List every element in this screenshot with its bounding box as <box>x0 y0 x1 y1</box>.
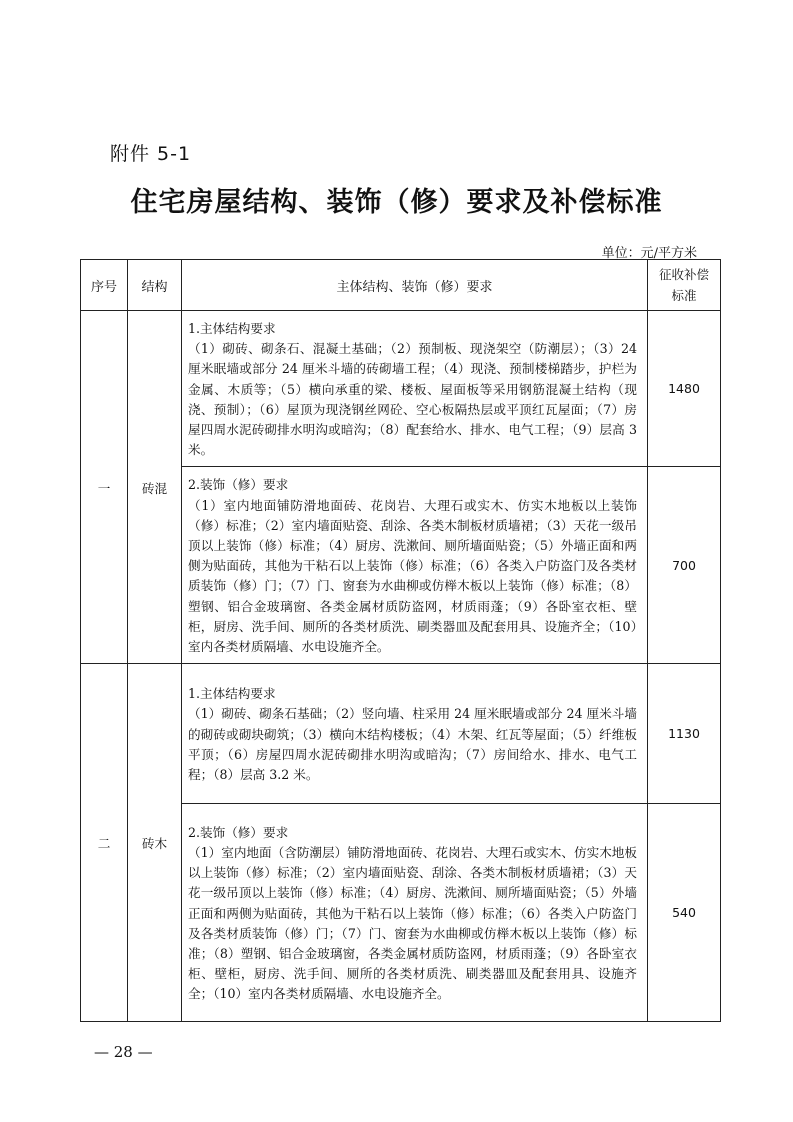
requirement-heading: 2.装饰（修）要求 <box>188 477 289 493</box>
unit-label: 单位：元/平方米 <box>601 246 697 261</box>
row-number: 一 <box>81 311 128 664</box>
requirement-body: （1）砌砖、砌条石基础；（2）竖向墙、柱采用 24 厘米眠墙或部分 24 厘米斗墙的砌砖或砌块砌筑；（3）横向木结构楼板；（4）木架、红瓦等屋面；（5）纤维板平顶；（6）房屋四周水泥砖砌排水明沟或暗沟；（7）房间给水、排水、电气工程；（8）层高 3.2 米。 <box>188 706 637 783</box>
requirement-heading: 2.装饰（修）要求 <box>188 824 289 840</box>
compensation-value: 1130 <box>648 664 721 804</box>
header-requirements: 主体结构、装饰（修）要求 <box>182 260 648 311</box>
row-number: 二 <box>81 664 128 1022</box>
row-structure: 砖木 <box>128 664 182 1022</box>
compensation-value: 700 <box>648 467 721 664</box>
row-structure: 砖混 <box>128 311 182 664</box>
requirement-cell <box>182 664 648 804</box>
requirement-cell <box>182 311 648 467</box>
requirement-cell <box>182 467 648 664</box>
requirement-body: （1）室内地面（含防潮层）铺防滑地面砖、花岗岩、大理石或实木、仿实木地板以上装饰（修）标准；（2）室内墙面贴瓷、刮涂、各类木制板材质墙裙；（3）天花一级吊顶以上装饰（修）标准；（4）厨房、洗漱间、厕所墙面贴瓷；（5）外墙正面和两侧为贴面砖，其他为干粘石以上装饰（修）标准；（6）各类入户防盗门及各类材质装饰（修）门；（7）门、窗套为水曲柳或仿榉木板以上装饰（修）标准；（8）塑钢、铝合金玻璃窗，各类金属材质防盗网，材质雨蓬；（9）各卧室衣柜、壁柜，厨房、洗手间、厕所的各类材质洗、刷类器皿及配套用具、设施齐全；（10）室内各类材质隔墙、水电设施齐全。 <box>188 845 637 1002</box>
table-row <box>81 664 721 804</box>
header-structure: 结构 <box>128 260 182 311</box>
table-row <box>81 311 721 467</box>
header-compensation <box>648 260 721 311</box>
requirement-heading: 1.主体结构要求 <box>188 321 276 336</box>
page-title: 住宅房屋结构、装饰（修）要求及补偿标准 <box>130 187 663 218</box>
header-compensation-text: 征收补偿标准 <box>658 267 709 303</box>
requirement-heading: 1.主体结构要求 <box>188 686 276 702</box>
table-header-row <box>81 260 721 311</box>
requirement-body: （1）室内地面铺防滑地面砖、花岗岩、大理石或实木、仿实木地板以上装饰（修）标准；（2）室内墙面贴瓷、刮涂、各类木制板材质墙裙；（3）天花一级吊顶以上装饰（修）标准；（4）厨房、洗漱间、厕所墙面贴瓷；（5）外墙正面和两侧为贴面砖，其他为干粘石以上装饰（修）标准；（6）各类入户防盗门及各类材质装饰（修）门；（7）门、窗套为水曲柳或仿榉木板以上装饰（修）标准；（8）塑钢、铝合金玻璃窗、各类金属材质防盗网，材质雨蓬；（9）各卧室衣柜、壁柜，厨房、洗手间、厕所的各类材质洗、刷类器皿及配套用具、设施齐全；（10）室内各类材质隔墙、水电设施齐全。 <box>188 497 637 655</box>
compensation-value: 540 <box>648 804 721 1022</box>
attachment-label: 附件 5-1 <box>110 143 192 165</box>
header-no: 序号 <box>81 260 128 311</box>
compensation-value: 1480 <box>648 311 721 467</box>
requirement-cell <box>182 804 648 1022</box>
requirement-body: （1）砌砖、砌条石、混凝土基础；（2）预制板、现浇架空（防潮层）；（3）24 厘米眠墙或部分 24 厘米斗墙的砖砌墙工程；（4）现浇、预制楼梯踏步，护栏为金属、木质等；（5）横向承重的梁、楼板、屋面板等采用钢筋混凝土结构（现浇、预制）；（6）屋顶为现浇钢丝网砼、空心板隔热层或平顶红瓦屋面；（7）房屋四周水泥砖砌排水明沟或暗沟；（8）配套给水、排水、电气工程；（9）层高 3 米。 <box>188 341 637 458</box>
page-number: — 28 — <box>94 1043 153 1061</box>
compensation-table <box>80 259 721 1022</box>
